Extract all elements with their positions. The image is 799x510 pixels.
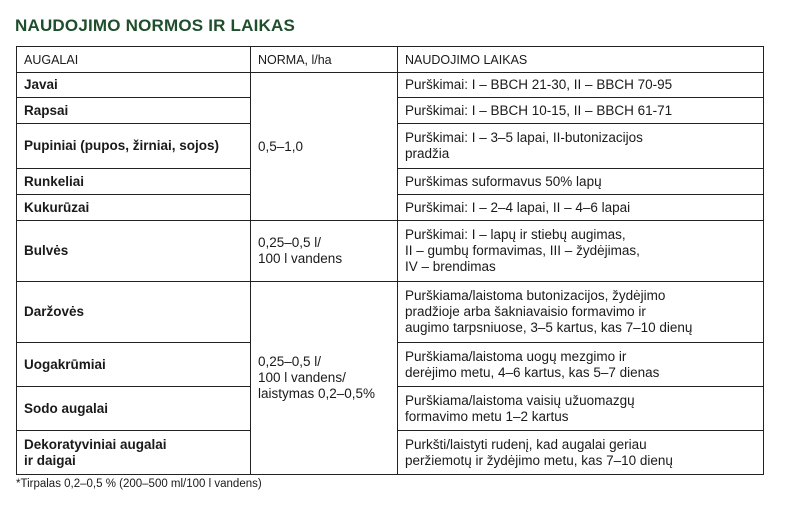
- norm-cell: 0,25–0,5 l/ 100 l vandens/ laistymas 0,2–0,5%: [251, 282, 398, 475]
- timing-cell: Purškiama/laistoma uogų mezgimo ir derėjimo metu, 4–6 kartus, kas 5–7 dienas: [398, 343, 764, 387]
- header-timing: NAUDOJIMO LAIKAS: [398, 47, 764, 73]
- page-title: NAUDOJIMO NORMOS IR LAIKAS: [15, 16, 296, 35]
- table-header-row: [17, 47, 764, 73]
- timing-cell: Purškiama/laistoma vaisių užuomazgų formavimo metu 1–2 kartus: [398, 387, 764, 431]
- crop-cell: Runkeliai: [17, 169, 251, 195]
- timing-cell: Purkšti/laistyti rudenį, kad augalai geriau peržiemotų ir žydėjimo metu, kas 7–10 dienų: [398, 431, 764, 475]
- table-row: [17, 221, 764, 282]
- timing-cell: Purškimai: I – BBCH 10-15, II – BBCH 61-71: [398, 98, 764, 124]
- timing-cell: Purškimai: I – 2–4 lapai, II – 4–6 lapai: [398, 195, 764, 221]
- timing-cell: Purškimas suformavus 50% lapų: [398, 169, 764, 195]
- norm-cell: 0,25–0,5 l/ 100 l vandens: [251, 221, 398, 282]
- crop-cell: Pupiniai (pupos, žirniai, sojos): [17, 124, 251, 169]
- header-norm: NORMA, l/ha: [251, 47, 398, 73]
- crop-cell: Daržovės: [17, 282, 251, 343]
- timing-cell: Purškimai: I – lapų ir stiebų augimas, II – gumbų formavimas, III – žydėjimas, IV – brendimas: [398, 221, 764, 282]
- crop-cell: Uogakrūmiai: [17, 343, 251, 387]
- crop-cell: Dekoratyviniai augalai ir daigai: [17, 431, 251, 475]
- table-row: [17, 282, 764, 343]
- crop-cell: Sodo augalai: [17, 387, 251, 431]
- crop-cell: Rapsai: [17, 98, 251, 124]
- crop-cell: Javai: [17, 73, 251, 98]
- table-row: [17, 73, 764, 98]
- crop-cell: Kukurūzai: [17, 195, 251, 221]
- norm-cell: 0,5–1,0: [251, 73, 398, 221]
- timing-cell: Purškimai: I – BBCH 21-30, II – BBCH 70-95: [398, 73, 764, 98]
- timing-cell: Purškiama/laistoma butonizacijos, žydėjimo pradžioje arba šakniavaisio formavimo ir augimo tarpsniuose, 3–5 kartus, kas 7–10 dienų: [398, 282, 764, 343]
- crop-cell: Bulvės: [17, 221, 251, 282]
- header-crop: AUGALAI: [17, 47, 251, 73]
- timing-cell: Purškimai: I – 3–5 lapai, II-butonizacijos pradžia: [398, 124, 764, 169]
- norms-table: [16, 46, 764, 475]
- footnote: *Tirpalas 0,2–0,5 % (200–500 ml/100 l vandens): [16, 478, 262, 490]
